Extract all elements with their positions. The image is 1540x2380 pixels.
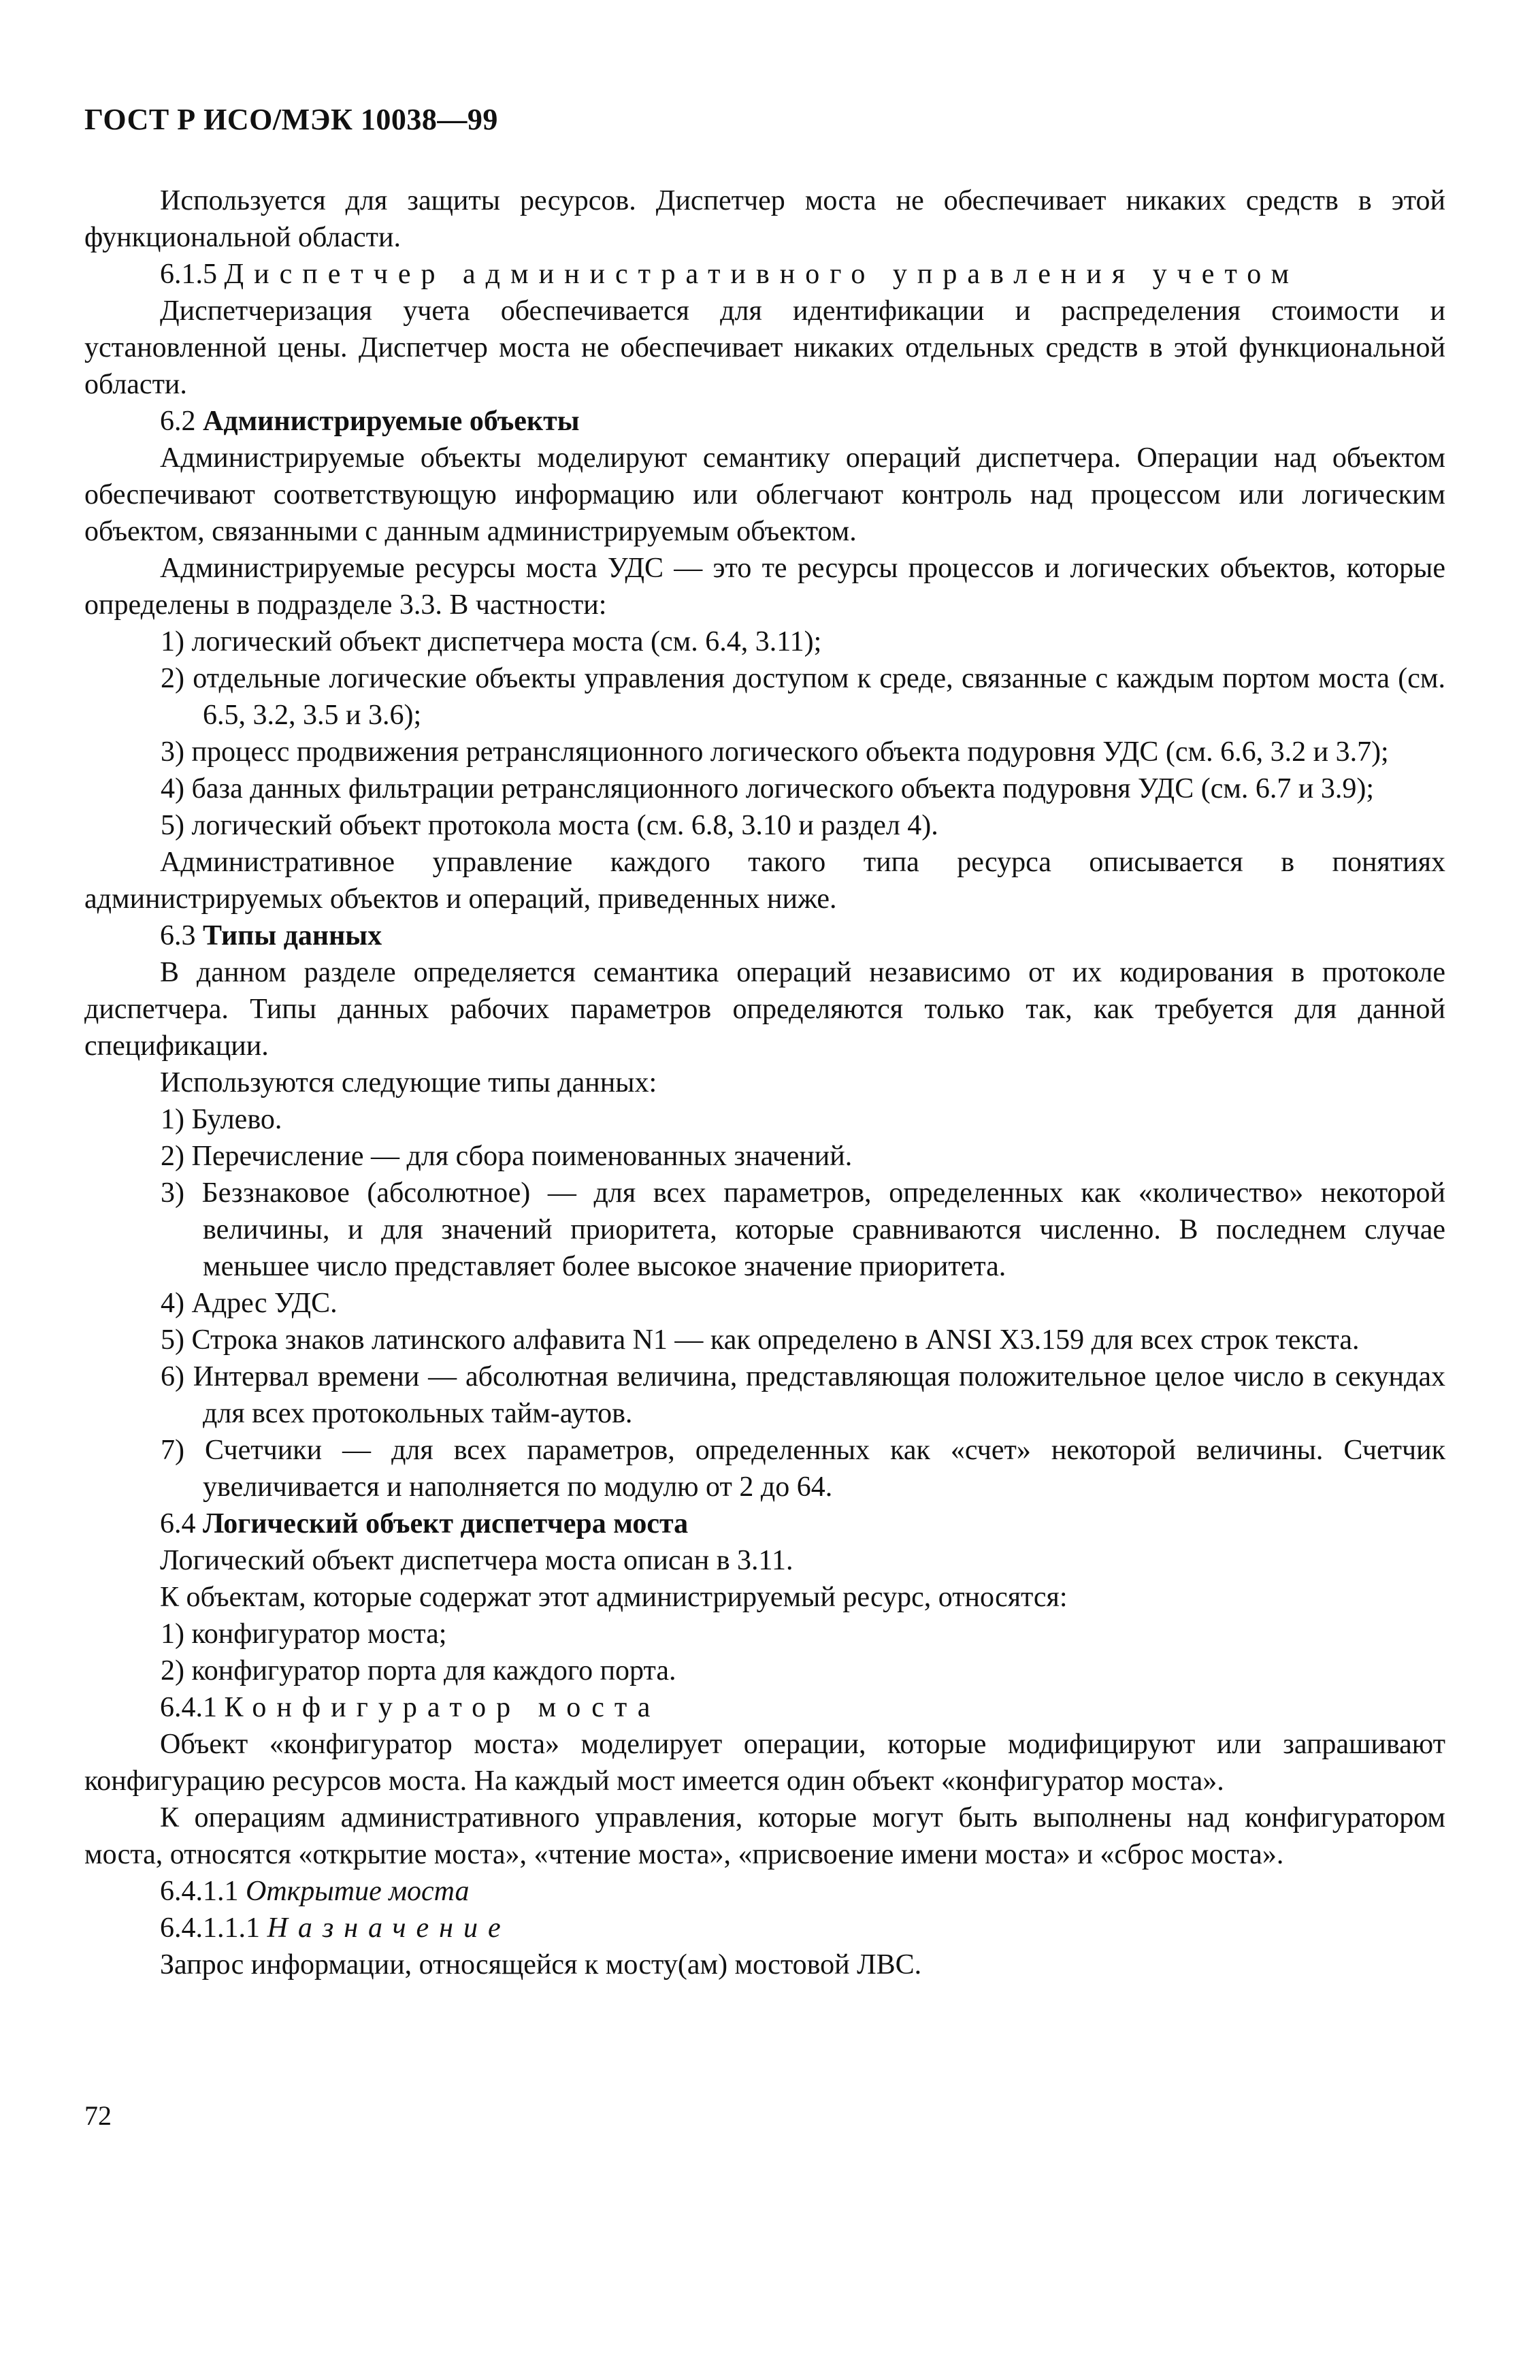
paragraph: В данном разделе определяется семантика операций независимо от их кодирования в протоколе диспетчера. Типы данных рабочих параметров определяются только так, как требуется для данной спецификации. [84,957,1445,1062]
section-heading-6-1-5 [84,256,1445,293]
list-item: 1) конфигуратор моста; [161,1618,447,1650]
section-heading-6-3 [84,917,1445,954]
list-item: 6) Интервал времени — абсолютная величина, представляющая положительное целое число в секундах для всех протокольных тайм-аутов. [161,1361,1445,1429]
list-item: 7) Счетчики — для всех параметров, определенных как «счет» некоторой величины. Счетчик увеличивается и наполняется по модулю от 2 до 64. [161,1435,1445,1503]
paragraph: Диспетчеризация учета обеспечивается для идентификации и распределения стоимости и установленной цены. Диспетчер моста не обеспечивает никаких отдельных средств в этой функциональной области. [84,295,1445,400]
list-item: 1) логический объект диспетчера моста (см. 6.4, 3.11); [161,626,822,657]
section-number: 6.4.1.1.1 [160,1912,260,1944]
document-body [84,182,1445,1983]
list-item: 1) Булево. [161,1104,282,1135]
paragraph: Администрируемые ресурсы моста УДС — это те ресурсы процессов и логических объектов, которые определены в подразделе 3.3. В частности: [84,553,1445,621]
page-number: 72 [84,2100,112,2131]
list-item: 4) база данных фильтрации ретрансляционного логического объекта подуровня УДС (см. 6.7 и 3.9); [161,773,1375,804]
list-item: 2) конфигуратор порта для каждого порта. [161,1655,676,1686]
section-number: 6.4 [160,1508,196,1539]
section-number: 6.3 [160,920,196,951]
paragraph: Используются следующие типы данных: [160,1067,657,1098]
paragraph: Используется для защиты ресурсов. Диспетчер моста не обеспечивает никаких средств в этой функциональной области. [84,185,1445,253]
paragraph: Администрируемые объекты моделируют семантику операций диспетчера. Операции над объектом обеспечивают соответствующую информацию или облегчают контроль над процессом или логическим объектом, связанными с данным администрируемым объектом. [84,442,1445,547]
section-title: Диспетчер административного управления учетом [224,259,1300,290]
section-title: Назначение [267,1912,511,1944]
list-item: 3) Беззнаковое (абсолютное) — для всех параметров, определенных как «количество» некоторой величины, и для значений приоритета, которые сравниваются численно. В последнем случае меньшее число представляет более высокое значение приоритета. [161,1177,1445,1282]
paragraph: Логический объект диспетчера моста описан в 3.11. [160,1545,793,1576]
section-heading-6-4 [84,1505,1445,1542]
list-item: 3) процесс продвижения ретрансляционного логического объекта подуровня УДС (см. 6.6, 3.2 и 3.7); [161,736,1389,768]
document-header: ГОСТ Р ИСО/МЭК 10038—99 [84,103,498,136]
section-title: Логический объект диспетчера моста [203,1508,689,1539]
section-heading-6-2 [84,403,1445,440]
section-title: Конфигуратор моста [224,1692,661,1723]
paragraph: Запрос информации, относящейся к мосту(ам) мостовой ЛВС. [160,1949,922,1980]
list-item: 4) Адрес УДС. [161,1288,338,1319]
section-number: 6.4.1 [160,1692,217,1723]
paragraph: Административное управление каждого такого типа ресурса описывается в понятиях администрируемых объектов и операций, приведенных ниже. [84,847,1445,915]
list-item: 2) Перечисление — для сбора поименованных значений. [161,1141,853,1172]
section-title: Типы данных [203,920,382,951]
section-number: 6.4.1.1 [160,1876,239,1907]
section-heading-6-4-1-1 [84,1873,1445,1910]
section-heading-6-4-1-1-1 [84,1910,1445,1946]
paragraph: Объект «конфигуратор моста» моделирует операции, которые модифицируют или запрашивают конфигурацию ресурсов моста. На каждый мост имеется один объект «конфигуратор моста». [84,1729,1445,1797]
section-heading-6-4-1 [84,1689,1445,1726]
list-item: 5) Строка знаков латинского алфавита N1 — как определено в ANSI X3.159 для всех строк текста. [161,1324,1360,1356]
paragraph: К объектам, которые содержат этот администрируемый ресурс, относятся: [160,1582,1068,1613]
section-title: Администрируемые объекты [203,406,580,437]
list-item: 2) отдельные логические объекты управления доступом к среде, связанные с каждым портом моста (см. 6.5, 3.2, 3.5 и 3.6); [161,663,1445,731]
paragraph: К операциям административного управления, которые могут быть выполнены над конфигуратором моста, относятся «открытие моста», «чтение моста», «присвоение имени моста» и «сброс моста». [84,1802,1445,1870]
section-title: Открытие моста [246,1876,470,1907]
list-item: 5) логический объект протокола моста (см. 6.8, 3.10 и раздел 4). [161,810,938,841]
section-number: 6.2 [160,406,196,437]
section-number: 6.1.5 [160,259,217,290]
